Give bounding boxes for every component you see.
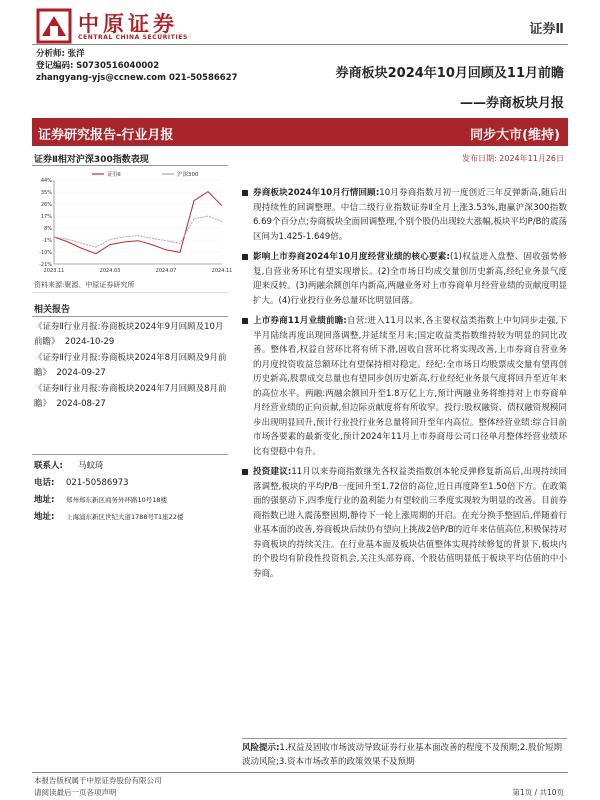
y-tick-label: -1% xyxy=(42,238,52,244)
related-report-date: 2024-09-27 xyxy=(56,368,106,378)
header-divider xyxy=(32,44,568,45)
chart-source: 资料来源:聚源、中原证券研究所 xyxy=(34,281,135,289)
related-divider xyxy=(32,316,228,317)
publish-date-label: 发布日期: xyxy=(462,154,497,163)
y-tick-label: 8% xyxy=(44,226,52,232)
report-title: 券商板块2024年10月回顾及11月前瞻 xyxy=(335,66,564,81)
paragraph-investment-advice xyxy=(242,465,567,581)
report-type: 证券研究报告-行业月报 xyxy=(38,128,174,143)
contact-divider xyxy=(32,454,228,455)
y-tick-label: 35% xyxy=(40,190,52,196)
related-reports-list xyxy=(34,320,230,413)
performance-chart xyxy=(32,168,233,276)
publish-date xyxy=(462,153,564,164)
address-shanghai: 上海浦东新区世纪大道1788号T1座22楼 xyxy=(66,513,184,521)
main-body xyxy=(242,186,567,587)
y-tick-label: 26% xyxy=(40,202,52,208)
paragraph-text: (1)权益进入盘整、固收强势修复,自营业务环比有望实现增长。(2)全市场日均成交量创历史新高,经纪业务景气度迎来反转。(3)两融余额创年内新高,两融业务对上市券商单月经营业绩的贡献度明显扩大。(4)行业投行业务总量环比明显回落。 xyxy=(253,252,568,306)
contact-person: 马蚊琦 xyxy=(78,461,104,471)
related-reports-title: 相关报告 xyxy=(34,305,71,315)
paragraph-lead: 投资建议: xyxy=(253,467,292,477)
x-tick-label: 2024.11 xyxy=(211,268,233,274)
series-line-csi300 xyxy=(54,216,222,247)
related-report-name: 《证券Ⅱ行业月报:券商板块2024年9月回顾及10月前瞻》 xyxy=(34,322,224,347)
address-label: 地址: xyxy=(34,495,55,505)
footer-disclaimer xyxy=(34,775,162,799)
y-tick-label: 44% xyxy=(40,178,52,184)
analyst-name: 张洋 xyxy=(67,49,85,59)
risk-warning xyxy=(242,738,567,769)
industry-tag: 证券Ⅱ xyxy=(529,22,564,37)
reg-code: S0730516040002 xyxy=(76,61,160,71)
risk-lead: 风险提示: xyxy=(242,743,280,753)
chart-title: 证券Ⅱ相对沪深300指数表现 xyxy=(34,155,149,165)
company-logo xyxy=(36,8,186,44)
contact-info xyxy=(34,460,230,528)
analyst-label: 分析师: xyxy=(36,49,65,59)
reg-label: 登记编码: xyxy=(36,61,74,71)
report-type-banner xyxy=(32,118,568,146)
series-line-securities xyxy=(54,192,222,254)
publish-date-value: 2024年11月26日 xyxy=(499,154,564,163)
paragraph-core-factors xyxy=(242,250,567,308)
related-report-date: 2024-10-29 xyxy=(64,337,115,347)
author-info xyxy=(36,48,238,84)
x-tick-label: 2024.07 xyxy=(155,268,177,274)
related-report-item[interactable] xyxy=(34,351,230,381)
risk-text: 1.权益及固收市场波动导致证券行业基本面改善的程度不及预期;2.股价短期波动风险;3.资本市场改革的政策效果不及预期 xyxy=(242,743,562,767)
paragraph-market-review xyxy=(242,186,567,244)
related-report-name: 《证券Ⅱ行业月报:券商板块2024年8月回顾及9月前瞻》 xyxy=(34,353,227,378)
y-tick-label: 17% xyxy=(40,214,52,220)
page-number: 第1页 / 共10页 xyxy=(512,788,564,797)
paragraph-text: 11月以来券商指数继先各权益类指数创本轮反弹修复新高后,出现持续回落调整,板块的平均P/B一度回升至1.72倍的高位,近日再度降至1.50倍下方。在政策面的强驱动下,四季度行业的盈利能力有望较前三季度实现较为明显的改善。目前券商指数已进入震荡整固期,静待下一轮上涨周期的开启。在充分换手整固后,伴随着行业基本面的改善,券商板块后续仍有望向上挑战2倍P/B的近年来估值高位,积极保持对券商板块的持续关注。在行业基本面及板块估值整体实现持续修复的背景下,板块内的个股均有阶段性投资机会,关注头部券商、个股估值明显低于板块平均估值的中小券商。 xyxy=(253,467,567,579)
paragraph-text: 自营:进入11月以来,各主要权益类指数上中旬同步走强,下半月陆续再度出现回落调整,并延续至月末;国定收益类指数维持较为明显的同比改善。整体看,权益自营环比将有所下滑,固收自营环比将实现改善,上市券商自营业务的月度投资收益总额环比有望保持相对稳定。经纪:全市场日均股票成交量有望再创历史新高,股票成交总量也有望同步创历史新高,行业经纪业务景气度将回升至近年来的高位水平。两融:两融余额回升至1.8万亿上方,预计两融业务将维持对上市券商单月经营业绩的正向贡献,但边际贡献度将有所收窄。投行:股权融资、债权融资规模同步出现明显回升,预计行业投行业务总量将回升至年内高位。整体经营业绩:综合目前市场各要素的最新变化,预计2024年11月上市券商母公司口径单月整体经营业绩环比有望稳中有升。 xyxy=(253,316,567,457)
report-subtitle: ——券商板块月报 xyxy=(459,96,564,111)
related-report-item[interactable] xyxy=(34,382,230,412)
phone-number: 021-50586973 xyxy=(66,478,129,488)
y-tick-label: -21% xyxy=(39,262,52,268)
phone-label: 电话: xyxy=(34,478,55,488)
legend-label: 证券Ⅱ xyxy=(107,172,121,178)
x-tick-label: 2024.03 xyxy=(99,268,121,274)
related-report-date: 2024-08-27 xyxy=(56,399,106,409)
paragraph-lead: 影响上市券商2024年10月度经营业绩的核心要素: xyxy=(253,252,450,262)
analyst-contact: zhangyang-yjs@ccnew.com 021-50586627 xyxy=(36,73,238,83)
footer-copyright: 本报告版权属于中原证券股份有限公司 xyxy=(34,776,162,785)
footer-notice: 请阅读最后一页各项声明 xyxy=(34,788,117,797)
paragraph-lead: 上市券商11月业绩前瞻: xyxy=(253,316,347,326)
legend-label: 沪深300 xyxy=(177,172,199,178)
x-tick-label: 2023.11 xyxy=(43,268,65,274)
logo-text-en: CENTRAL CHINA SECURITIES xyxy=(78,34,188,41)
paragraph-earnings-outlook xyxy=(242,314,567,459)
address-label: 地址: xyxy=(34,512,55,522)
company-logo-icon xyxy=(36,8,72,44)
y-tick-label: -10% xyxy=(39,250,52,256)
paragraph-text: 10月券商指数月初一度创近三年反弹新高,随后出现持续性的回调整理。中信二级行业指数证券Ⅱ全月上涨3.53%,跑赢沪深300指数6.69个百分点;券商板块全面回调整理,个别个股仍出现较大涨幅,板块平均P/B的震荡区间为1.425-1.649倍。 xyxy=(253,188,567,242)
address-zhengzhou: 郑州郑东新区商务外环路10号18楼 xyxy=(66,496,168,504)
related-report-item[interactable] xyxy=(34,320,230,350)
footer-divider xyxy=(32,772,568,773)
rating: 同步大市(维持) xyxy=(470,128,560,143)
contact-person-label: 联系人: xyxy=(34,461,63,471)
logo-text-cn: 中原证券 xyxy=(78,12,178,36)
chart-divider xyxy=(32,165,228,166)
related-report-name: 《证券Ⅱ行业月报:券商板块2024年7月回顾及8月前瞻》 xyxy=(34,384,227,409)
source-divider xyxy=(32,292,228,293)
paragraph-lead: 券商板块2024年10月行情回顾: xyxy=(253,188,380,198)
